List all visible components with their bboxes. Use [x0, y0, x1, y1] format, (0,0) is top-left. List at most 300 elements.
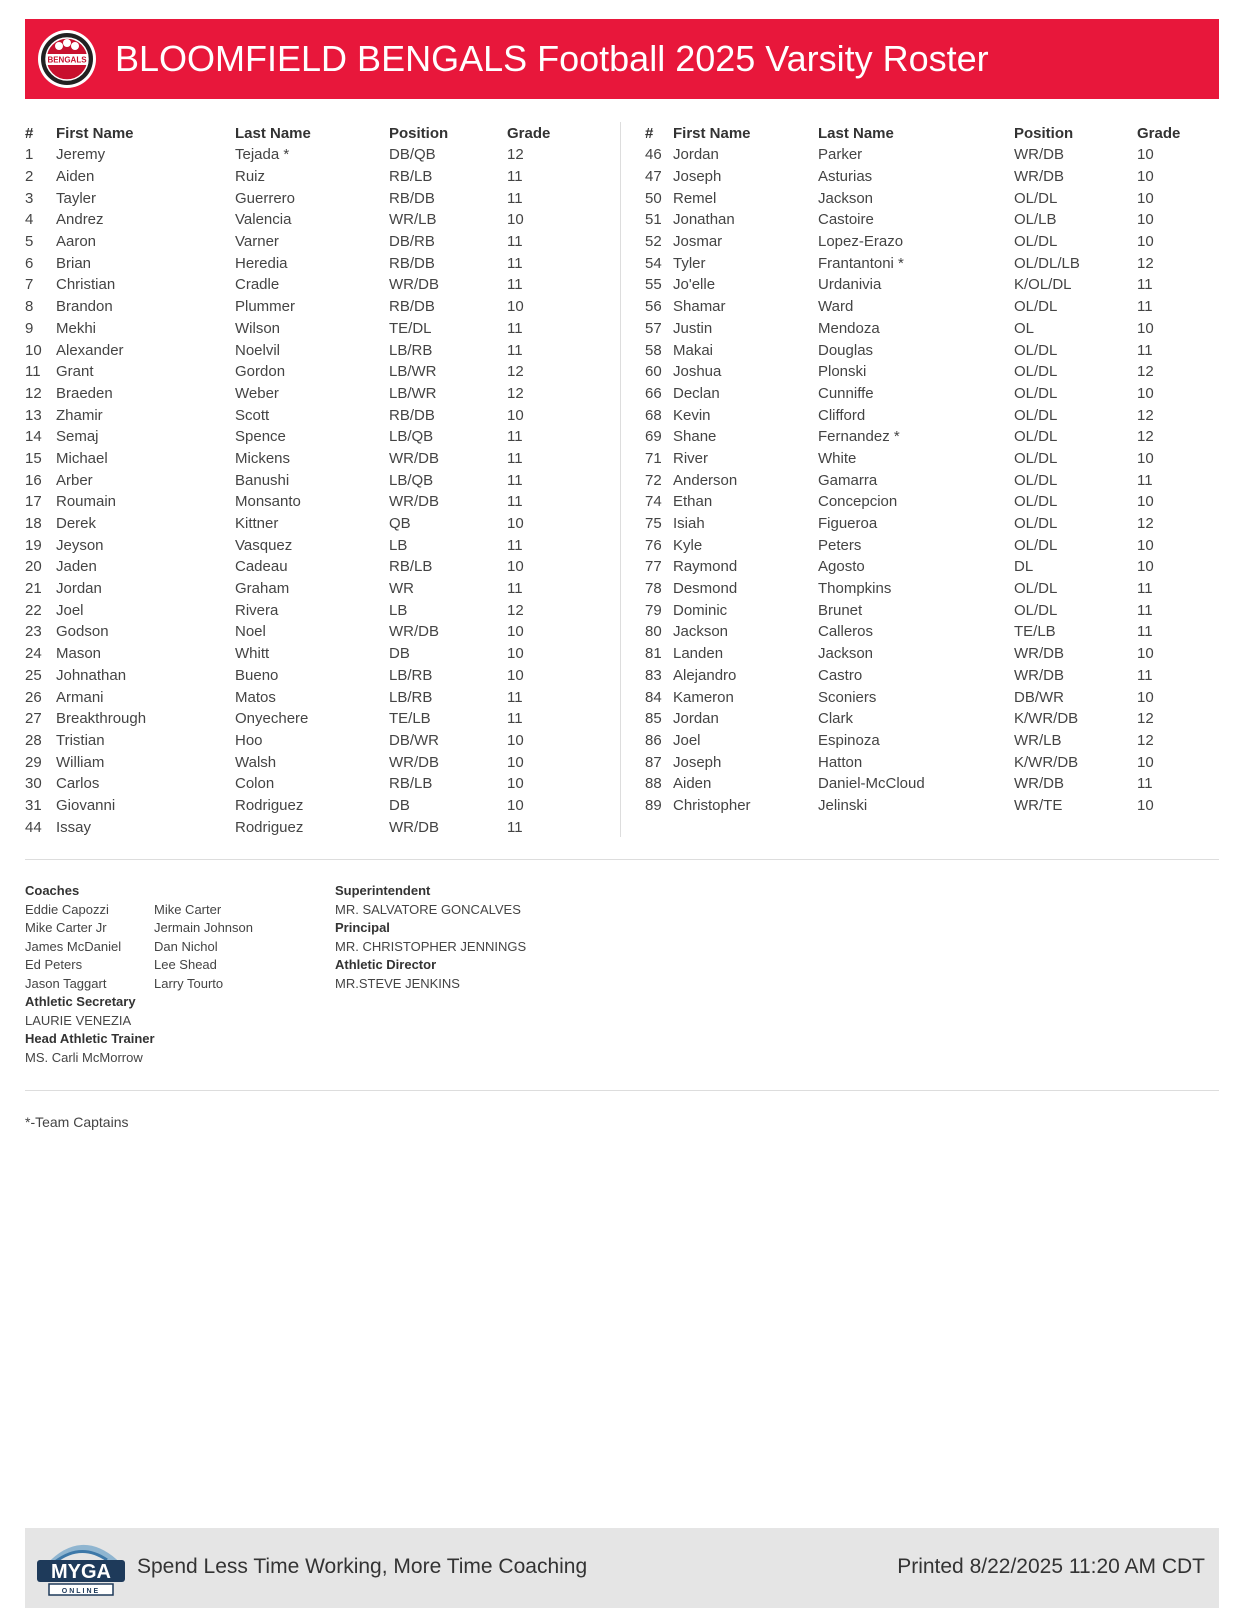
player-last-name: Espinoza: [818, 731, 880, 749]
player-position: WR/DB: [1014, 666, 1064, 684]
player-last-name: Gordon: [235, 363, 286, 381]
player-number: 15: [25, 449, 42, 467]
player-position: DB/WR: [389, 731, 439, 749]
player-number: 1: [25, 146, 34, 164]
player-number: 50: [645, 189, 662, 207]
footer-tagline: Spend Less Time Working, More Time Coaching: [137, 1555, 588, 1578]
player-position: DB: [389, 796, 410, 814]
player-position: DL: [1014, 558, 1034, 576]
player-position: K/OL/DL: [1014, 276, 1072, 294]
player-grade: 10: [507, 406, 524, 424]
bengals-logo: [37, 29, 97, 89]
player-first-name: Jordan: [673, 710, 719, 728]
column-header-number: #: [645, 124, 654, 142]
roster-row: [25, 469, 567, 491]
column-header-first-name: First Name: [673, 124, 751, 142]
roster-row: [645, 708, 1197, 730]
player-first-name: Giovanni: [56, 796, 116, 814]
player-number: 19: [25, 536, 42, 554]
column-header-number: #: [25, 124, 34, 142]
player-position: DB/QB: [389, 146, 436, 164]
player-last-name: Weber: [235, 384, 279, 402]
superintendent-name: MR. SALVATORE GONCALVES: [335, 901, 521, 917]
player-last-name: Cradle: [235, 276, 280, 294]
player-first-name: Joseph: [673, 168, 722, 186]
player-last-name: Urdanivia: [818, 276, 882, 294]
player-grade: 11: [1137, 601, 1153, 619]
player-grade: 11: [507, 233, 523, 251]
player-last-name: Noelvil: [235, 341, 281, 359]
player-first-name: Josmar: [673, 233, 723, 251]
player-last-name: Clark: [818, 710, 854, 728]
player-last-name: Monsanto: [235, 493, 301, 511]
roster-row: [25, 209, 567, 231]
player-last-name: Hoo: [235, 731, 263, 749]
player-number: 21: [25, 580, 42, 598]
player-position: RB/LB: [389, 168, 433, 186]
player-first-name: Jaden: [56, 558, 97, 576]
player-first-name: Armani: [56, 688, 104, 706]
player-position: WR/DB: [1014, 775, 1064, 793]
player-first-name: Jeyson: [56, 536, 104, 554]
player-grade: 12: [507, 601, 524, 619]
player-first-name: Brandon: [56, 298, 113, 316]
player-first-name: Arber: [56, 471, 93, 489]
player-last-name: Kittner: [235, 515, 279, 533]
player-first-name: Carlos: [56, 775, 100, 793]
player-last-name: Fernandez *: [818, 428, 900, 446]
superintendent-heading: Superintendent: [335, 883, 431, 898]
player-grade: 10: [1137, 796, 1154, 814]
player-last-name: Mendoza: [818, 319, 880, 337]
player-position: WR/DB: [389, 623, 439, 641]
player-last-name: Banushi: [235, 471, 290, 489]
player-number: 23: [25, 623, 42, 641]
roster-row: [645, 795, 1197, 817]
player-position: OL/DL: [1014, 449, 1058, 467]
coach-name: Lee Shead: [154, 957, 217, 972]
roster-row: [645, 556, 1197, 578]
player-grade: 10: [507, 775, 524, 793]
player-position: LB/QB: [389, 471, 434, 489]
player-number: 89: [645, 796, 662, 814]
player-first-name: Derek: [56, 515, 97, 533]
printed-timestamp: Printed 8/22/2025 11:20 AM CDT: [897, 1555, 1205, 1578]
myga-logo: [35, 1536, 127, 1600]
player-grade: 11: [507, 189, 523, 207]
roster-row: [25, 296, 567, 318]
player-grade: 11: [507, 168, 523, 186]
player-last-name: Lopez-Erazo: [818, 233, 904, 251]
roster-row: [645, 665, 1197, 687]
player-last-name: Cunniffe: [818, 384, 874, 402]
roster-row: [645, 426, 1197, 448]
player-position: OL/DL: [1014, 233, 1058, 251]
player-last-name: Walsh: [235, 753, 277, 771]
coach-name: Mike Carter: [154, 901, 222, 917]
player-grade: 11: [507, 341, 523, 359]
player-number: 2: [25, 168, 34, 186]
player-first-name: Declan: [673, 384, 720, 402]
player-grade: 11: [1137, 666, 1153, 684]
player-grade: 10: [1137, 233, 1154, 251]
player-last-name: Daniel-McCloud: [818, 775, 925, 793]
player-last-name: Clifford: [818, 406, 866, 424]
player-number: 28: [25, 731, 42, 749]
coaches-section: [25, 882, 253, 1067]
player-grade: 11: [507, 688, 523, 706]
player-position: OL/DL: [1014, 601, 1058, 619]
player-first-name: Semaj: [56, 428, 99, 446]
roster-row: [645, 252, 1197, 274]
principal-heading: Principal: [335, 920, 390, 935]
player-last-name: Jelinski: [818, 796, 868, 814]
player-first-name: Landen: [673, 645, 724, 663]
roster-row: [25, 643, 567, 665]
svg-text:MYGA: MYGA: [51, 1561, 111, 1583]
player-position: RB/DB: [389, 254, 435, 272]
player-grade: 12: [1137, 710, 1154, 728]
player-last-name: Plonski: [818, 363, 867, 381]
player-position: TE/LB: [389, 710, 431, 728]
player-position: DB: [389, 645, 410, 663]
player-number: 87: [645, 753, 662, 771]
player-grade: 12: [1137, 428, 1154, 446]
roster-row: [645, 448, 1197, 470]
player-first-name: Godson: [56, 623, 109, 641]
roster-row: [645, 296, 1197, 318]
page-title: BLOOMFIELD BENGALS Football 2025 Varsity Roster: [115, 38, 989, 79]
player-number: 56: [645, 298, 662, 316]
roster-row: [645, 513, 1197, 535]
player-last-name: Brunet: [818, 601, 863, 619]
roster-row: [645, 599, 1197, 621]
player-grade: 11: [507, 493, 523, 511]
player-first-name: Mekhi: [56, 319, 97, 337]
player-first-name: Brian: [56, 254, 92, 272]
player-grade: 11: [507, 254, 523, 272]
player-grade: 11: [1137, 276, 1153, 294]
player-number: 51: [645, 211, 662, 229]
player-position: LB/QB: [389, 428, 434, 446]
player-position: OL/DL/LB: [1014, 254, 1080, 272]
player-grade: 10: [1137, 645, 1154, 663]
player-number: 17: [25, 493, 42, 511]
page-footer: [25, 1528, 1219, 1608]
player-position: K/WR/DB: [1014, 753, 1079, 771]
player-number: 12: [25, 384, 42, 402]
player-last-name: Figueroa: [818, 515, 878, 533]
player-first-name: River: [673, 449, 709, 467]
player-first-name: Dominic: [673, 601, 728, 619]
athletic-director-heading: Athletic Director: [335, 957, 437, 972]
player-last-name: Peters: [818, 536, 862, 554]
player-last-name: Gamarra: [818, 471, 878, 489]
player-number: 74: [645, 493, 662, 511]
roster-row: [645, 361, 1197, 383]
player-number: 25: [25, 666, 42, 684]
roster-row: [25, 252, 567, 274]
player-position: WR/DB: [389, 818, 439, 836]
player-last-name: Valencia: [235, 211, 292, 229]
column-header-grade: Grade: [1137, 124, 1181, 142]
player-number: 31: [25, 796, 42, 814]
player-first-name: Jo'elle: [673, 276, 716, 294]
player-number: 78: [645, 580, 662, 598]
player-grade: 11: [1137, 341, 1153, 359]
player-first-name: Makai: [673, 341, 714, 359]
player-number: 27: [25, 710, 42, 728]
player-last-name: Asturias: [818, 168, 873, 186]
player-last-name: Tejada *: [235, 146, 290, 164]
player-number: 85: [645, 710, 662, 728]
player-position: RB/DB: [389, 406, 435, 424]
player-last-name: Jackson: [818, 645, 874, 663]
roster-row: [645, 274, 1197, 296]
player-last-name: Mickens: [235, 449, 291, 467]
roster-row: [645, 187, 1197, 209]
roster-row: [25, 513, 567, 535]
player-first-name: Aiden: [673, 775, 712, 793]
roster-row: [25, 621, 567, 643]
player-last-name: Rodriguez: [235, 818, 304, 836]
player-grade: 11: [507, 580, 523, 598]
player-grade: 12: [1137, 254, 1154, 272]
player-number: 69: [645, 428, 662, 446]
roster-row: [645, 751, 1197, 773]
player-number: 71: [645, 449, 662, 467]
player-position: QB: [389, 515, 411, 533]
divider-line: [25, 1090, 1219, 1091]
coaches-heading: Coaches: [25, 883, 80, 898]
player-last-name: Agosto: [818, 558, 865, 576]
player-first-name: Anderson: [673, 471, 738, 489]
player-number: 22: [25, 601, 42, 619]
player-grade: 10: [507, 515, 524, 533]
player-first-name: Johnathan: [56, 666, 127, 684]
athletic-secretary-name: LAURIE VENEZIA: [25, 1012, 132, 1028]
roster-row: [25, 166, 567, 188]
player-last-name: White: [818, 449, 857, 467]
player-grade: 10: [1137, 168, 1154, 186]
coaches-column-1: [25, 901, 154, 994]
page-header: [25, 19, 1219, 99]
roster-header-row: [25, 122, 567, 144]
player-first-name: Kameron: [673, 688, 734, 706]
player-position: LB/RB: [389, 666, 433, 684]
player-first-name: Joel: [673, 731, 701, 749]
player-number: 52: [645, 233, 662, 251]
column-divider: [620, 122, 621, 837]
roster-row: [25, 665, 567, 687]
column-header-position: Position: [1014, 124, 1074, 142]
player-number: 26: [25, 688, 42, 706]
divider-line: [25, 859, 1219, 860]
player-number: 72: [645, 471, 662, 489]
roster-row: [25, 578, 567, 600]
roster-row: [645, 231, 1197, 253]
player-grade: 10: [1137, 688, 1154, 706]
player-last-name: Ruiz: [235, 168, 266, 186]
player-last-name: Rodriguez: [235, 796, 304, 814]
player-position: OL/DL: [1014, 493, 1058, 511]
player-number: 10: [25, 341, 42, 359]
player-first-name: Roumain: [56, 493, 117, 511]
player-position: WR/DB: [389, 276, 439, 294]
player-first-name: Joshua: [673, 363, 722, 381]
player-number: 79: [645, 601, 662, 619]
player-position: OL/DL: [1014, 471, 1058, 489]
player-last-name: Scott: [235, 406, 270, 424]
player-number: 6: [25, 254, 34, 272]
player-position: OL/DL: [1014, 341, 1058, 359]
player-last-name: Calleros: [818, 623, 874, 641]
player-last-name: Colon: [235, 775, 275, 793]
player-last-name: Jackson: [818, 189, 874, 207]
player-grade: 12: [507, 363, 524, 381]
player-first-name: Kyle: [673, 536, 703, 554]
roster-row: [25, 448, 567, 470]
player-position: OL: [1014, 319, 1035, 337]
player-last-name: Guerrero: [235, 189, 296, 207]
player-last-name: Noel: [235, 623, 266, 641]
player-last-name: Graham: [235, 580, 290, 598]
player-position: WR/DB: [389, 493, 439, 511]
player-last-name: Sconiers: [818, 688, 877, 706]
roster-row: [645, 534, 1197, 556]
player-first-name: Joel: [56, 601, 84, 619]
player-last-name: Bueno: [235, 666, 279, 684]
player-first-name: Andrez: [56, 211, 104, 229]
roster-row: [25, 686, 567, 708]
roster-row: [645, 491, 1197, 513]
player-first-name: Grant: [56, 363, 94, 381]
roster-row: [645, 318, 1197, 340]
player-position: RB/LB: [389, 558, 433, 576]
roster-row: [25, 187, 567, 209]
player-last-name: Onyechere: [235, 710, 309, 728]
roster-row: [25, 144, 567, 166]
player-last-name: Rivera: [235, 601, 279, 619]
coach-name: Jason Taggart: [25, 975, 107, 991]
player-grade: 11: [1137, 298, 1153, 316]
player-grade: 11: [507, 818, 523, 836]
roster-row: [645, 404, 1197, 426]
player-first-name: Aiden: [56, 168, 95, 186]
column-header-last-name: Last Name: [818, 124, 894, 142]
player-grade: 11: [507, 536, 523, 554]
player-last-name: Cadeau: [235, 558, 288, 576]
player-number: 47: [645, 168, 662, 186]
player-last-name: Ward: [818, 298, 854, 316]
player-last-name: Castoire: [818, 211, 874, 229]
player-number: 58: [645, 341, 662, 359]
player-number: 76: [645, 536, 662, 554]
athletic-director-name: MR.STEVE JENKINS: [335, 975, 460, 991]
player-position: LB/RB: [389, 688, 433, 706]
player-first-name: Braeden: [56, 384, 113, 402]
player-number: 8: [25, 298, 34, 316]
roster-header-row: [645, 122, 1197, 144]
roster-row: [25, 231, 567, 253]
player-position: OL/DL: [1014, 363, 1058, 381]
player-number: 24: [25, 645, 42, 663]
player-position: LB/WR: [389, 384, 437, 402]
player-number: 80: [645, 623, 662, 641]
player-first-name: Mason: [56, 645, 102, 663]
roster-row: [25, 491, 567, 513]
player-grade: 10: [507, 645, 524, 663]
roster-row: [645, 166, 1197, 188]
player-position: OL/DL: [1014, 428, 1058, 446]
player-first-name: Shane: [673, 428, 717, 446]
player-grade: 12: [507, 146, 524, 164]
column-header-last-name: Last Name: [235, 124, 311, 142]
player-first-name: William: [56, 753, 105, 771]
player-position: OL/DL: [1014, 298, 1058, 316]
player-last-name: Varner: [235, 233, 279, 251]
roster-table-left: [25, 122, 567, 838]
player-grade: 11: [507, 471, 523, 489]
player-grade: 11: [507, 428, 523, 446]
roster-row: [25, 795, 567, 817]
player-grade: 11: [1137, 471, 1153, 489]
player-number: 68: [645, 406, 662, 424]
roster-row: [645, 144, 1197, 166]
player-first-name: Jordan: [673, 146, 719, 164]
player-first-name: Shamar: [673, 298, 726, 316]
roster-row: [645, 339, 1197, 361]
player-number: 11: [25, 363, 41, 381]
player-last-name: Wilson: [235, 319, 281, 337]
player-first-name: Justin: [673, 319, 713, 337]
roster-row: [645, 643, 1197, 665]
player-last-name: Castro: [818, 666, 863, 684]
player-grade: 10: [1137, 536, 1154, 554]
coach-name: Eddie Capozzi: [25, 901, 109, 917]
player-last-name: Spence: [235, 428, 286, 446]
player-grade: 10: [1137, 146, 1154, 164]
player-number: 13: [25, 406, 42, 424]
player-first-name: Tyler: [673, 254, 706, 272]
player-grade: 10: [507, 298, 524, 316]
player-first-name: Remel: [673, 189, 717, 207]
player-grade: 10: [507, 558, 524, 576]
roster-row: [25, 751, 567, 773]
player-first-name: Zhamir: [56, 406, 103, 424]
player-last-name: Thompkins: [818, 580, 892, 598]
player-first-name: Desmond: [673, 580, 738, 598]
player-grade: 10: [1137, 319, 1154, 337]
player-first-name: Alexander: [56, 341, 124, 359]
player-last-name: Matos: [235, 688, 276, 706]
player-number: 86: [645, 731, 662, 749]
player-last-name: Heredia: [235, 254, 288, 272]
roster-row: [25, 816, 567, 838]
player-grade: 10: [1137, 493, 1154, 511]
player-number: 4: [25, 211, 34, 229]
player-number: 18: [25, 515, 42, 533]
roster-body-left: [25, 144, 567, 838]
player-position: DB/WR: [1014, 688, 1064, 706]
roster-row: [645, 469, 1197, 491]
player-position: WR/DB: [389, 753, 439, 771]
roster-row: [25, 383, 567, 405]
player-position: LB/WR: [389, 363, 437, 381]
roster-row: [25, 730, 567, 752]
administration-section: [335, 882, 526, 993]
player-first-name: Jonathan: [673, 211, 735, 229]
